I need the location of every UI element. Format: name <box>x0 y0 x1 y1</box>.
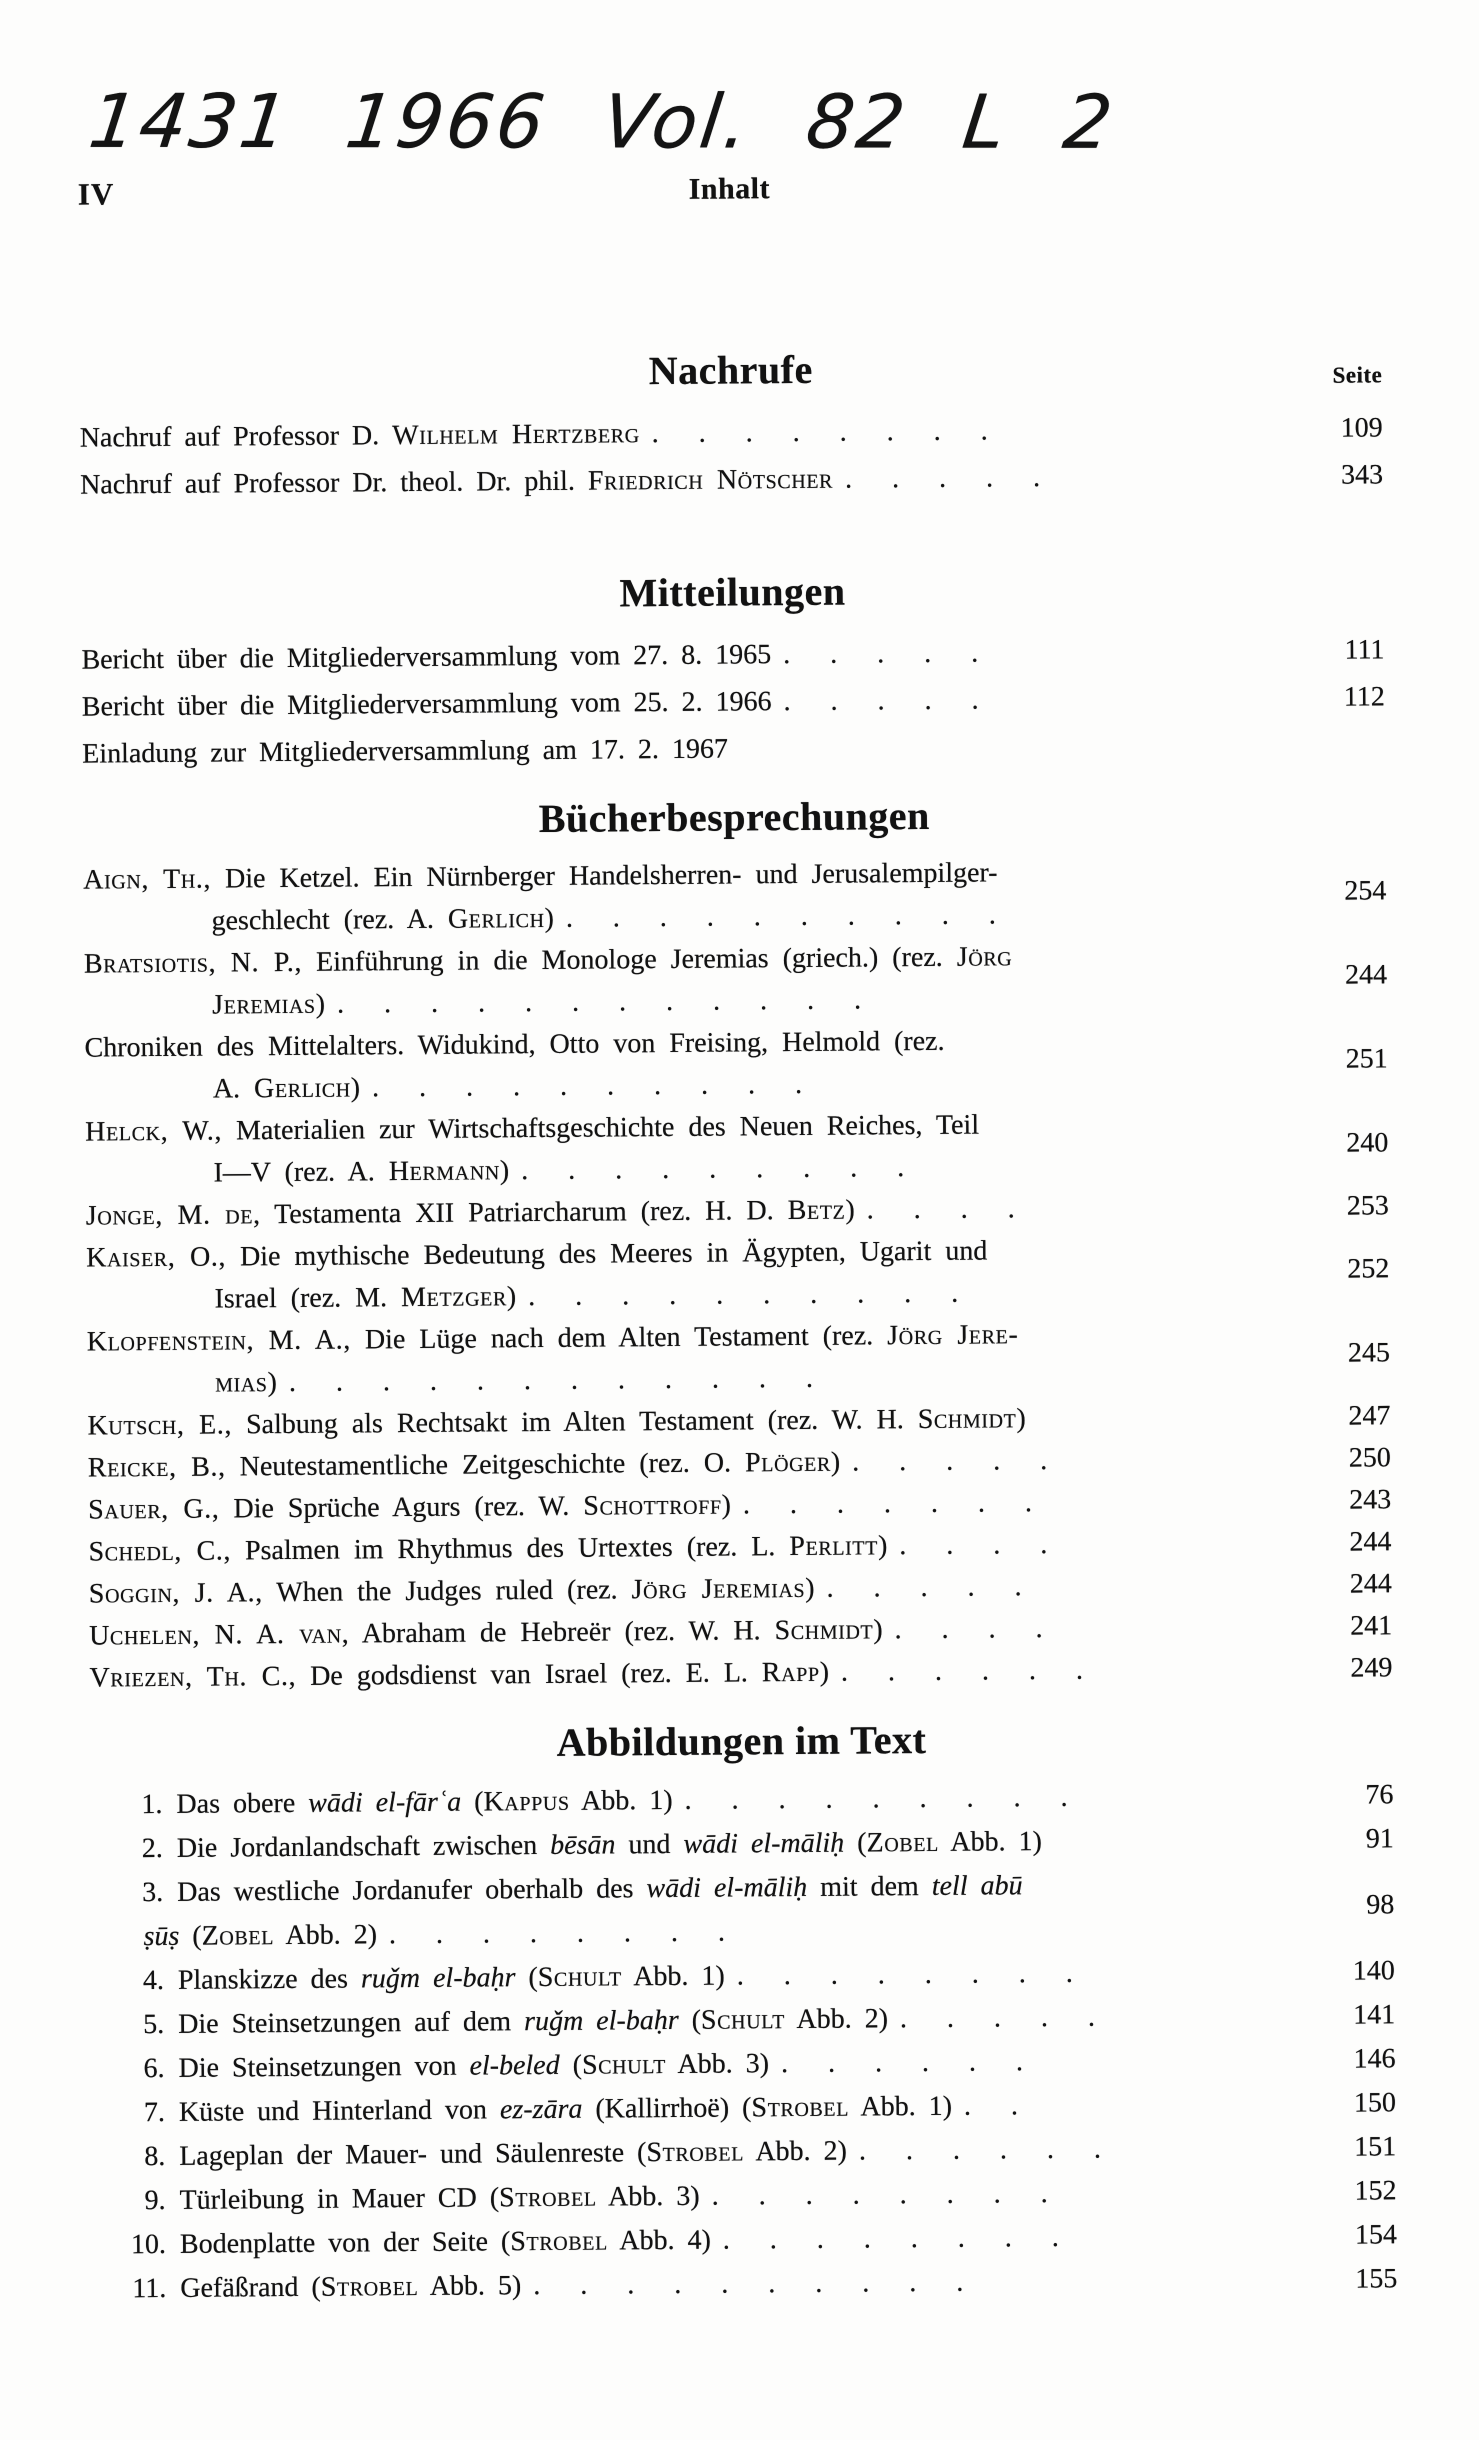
text-run: Schmidt <box>774 1614 874 1647</box>
text-run: ) <box>544 902 554 934</box>
text-run: ) <box>819 1656 830 1688</box>
entry-number: 9. <box>144 2184 166 2217</box>
entry-line <box>80 452 1283 508</box>
dot-leader: . . . . . . . . . . <box>528 1277 959 1313</box>
dot-leader: . . . . . . . . . . . . <box>288 1362 814 1398</box>
text-run: Strobel <box>751 2091 850 2124</box>
dot-leader: . . . . . <box>783 684 979 718</box>
entry-number: 7. <box>143 2096 166 2129</box>
text-run: Einführung in die Monologe Jeremias (griech.) (rez. <box>301 941 957 978</box>
entry-text <box>82 721 1311 778</box>
text-run: Jörg Jere- <box>887 1319 1019 1352</box>
text-run: Jonge, M. de, <box>85 1199 261 1232</box>
text-run: tell abū <box>931 1870 1023 1902</box>
section-header-row <box>83 787 1386 847</box>
text-run: ) <box>877 1530 888 1562</box>
text-run: mias <box>215 1367 268 1399</box>
text-run: Die Steinsetzungen auf dem <box>178 2006 525 2040</box>
text-run: When the Judges ruled (rez. <box>262 1574 632 1609</box>
text-run: I—V (rez. A. <box>213 1156 389 1189</box>
entry-text <box>80 452 1309 509</box>
text-run: Nachruf auf Professor D. <box>79 420 393 454</box>
entry-page-number: 247 <box>1348 1400 1391 1432</box>
text-run: Friedrich Nötscher <box>587 463 834 497</box>
section-heading: Mitteilungen <box>619 568 846 616</box>
entry-page-number: 98 <box>1366 1889 1395 1921</box>
dot-leader: . . . . . . . . . . <box>565 899 996 934</box>
text-run: De godsdienst van Israel (rez. E. L. <box>296 1657 762 1692</box>
entry-page-number: 250 <box>1348 1442 1391 1474</box>
entry-page-number: 112 <box>1343 680 1385 713</box>
text-run: mit dem <box>807 1870 932 1903</box>
text-run: Küste und Hinterland von <box>178 2094 501 2128</box>
text-run: Die Steinsetzungen von <box>178 2050 470 2084</box>
toc-section <box>81 562 1386 777</box>
dot-leader: . . . . . <box>844 462 1041 495</box>
entry-number: 11. <box>132 2272 167 2305</box>
text-run: Schmidt <box>917 1403 1017 1436</box>
entry-page-number: 150 <box>1353 2087 1396 2119</box>
dot-leader: . . . . . . . . <box>388 1916 726 1951</box>
entry-text <box>120 2258 1323 2311</box>
toc-entry <box>86 1227 1390 1321</box>
entry-line <box>82 721 1285 777</box>
text-run: wādi el-māliḥ <box>683 1827 845 1860</box>
text-run: ruǧm el-baḥr <box>360 1962 516 1995</box>
entry-page-number: 146 <box>1353 2043 1396 2075</box>
entry-page-number: 154 <box>1354 2219 1398 2251</box>
entry-page-number: 152 <box>1354 2175 1397 2207</box>
dot-leader: . . . . . . . . <box>722 2221 1059 2256</box>
text-run: bēsān <box>550 1829 616 1861</box>
text-run: Das obere <box>176 1787 309 1820</box>
toc-section <box>90 1711 1398 2311</box>
entry-page-number: 109 <box>1340 411 1383 444</box>
text-run: Zobel <box>201 1920 275 1952</box>
text-run: ( <box>844 1827 867 1859</box>
text-run: A. <box>212 1073 255 1105</box>
section-header-row <box>90 1711 1393 1771</box>
entry-text <box>84 934 1314 1028</box>
text-run: Abb. 1) <box>938 1826 1043 1858</box>
text-run: Abb. 5) <box>418 2270 522 2302</box>
dot-leader: . . . . <box>899 1529 1048 1562</box>
text-run: Bericht über die Mitgliederversammlung vom 25. 2. 1966 <box>81 686 772 723</box>
toc-entry <box>89 1647 1392 1699</box>
toc-entry <box>84 1017 1388 1111</box>
dot-leader: . . . . <box>866 1193 1015 1226</box>
entry-page-number: 141 <box>1353 1999 1396 2031</box>
toc-sections <box>79 340 1397 2311</box>
text-run: Die Sprüche Agurs (rez. W. <box>219 1490 584 1525</box>
text-run: Soggin, J. A., <box>88 1577 263 1610</box>
entry-text <box>84 1018 1314 1112</box>
entry-page-number: 244 <box>1349 1568 1392 1600</box>
dot-leader: . . . . . . . . . <box>684 1781 1068 1816</box>
text-run: Klopfenstein, M. A., <box>86 1324 352 1358</box>
text-run: Neutestamentliche Zeitgeschichte (rez. O. <box>225 1447 746 1483</box>
entry-page-number: 343 <box>1340 458 1384 491</box>
text-run: Jeremias <box>212 988 316 1021</box>
text-run: Kutsch, E., <box>87 1409 233 1442</box>
dot-leader: . . . . . . . . <box>736 1957 1073 1992</box>
text-run: Nachruf auf Professor Dr. theol. Dr. phil. <box>80 465 589 501</box>
entry-number: 5. <box>143 2008 165 2041</box>
entry-number: 4. <box>142 1964 164 1997</box>
text-run: ṣūṣ <box>143 1920 180 1953</box>
text-run: ) <box>830 1446 841 1478</box>
text-run: Hermann <box>388 1155 500 1188</box>
text-run: ) <box>350 1072 361 1104</box>
text-run: Betz <box>787 1194 846 1227</box>
entry-text <box>87 1312 1317 1406</box>
text-run: Plöger <box>744 1446 831 1479</box>
text-run: ) <box>721 1489 732 1521</box>
text-run: Strobel <box>510 2225 608 2258</box>
text-run: ( <box>515 1962 538 1994</box>
text-run: Helck, W., <box>85 1115 223 1148</box>
text-run: Abb. 1) <box>848 2090 953 2123</box>
entry-page-number: 91 <box>1365 1823 1394 1855</box>
text-run: wādi el-māliḥ <box>646 1871 808 1905</box>
section-entries <box>83 849 1393 1699</box>
entry-page-number: 151 <box>1354 2131 1397 2163</box>
text-run: Die mythische Bedeutung des Meeres in Ägypten, Ugarit und <box>225 1235 988 1273</box>
text-run: ) <box>845 1194 855 1226</box>
text-run: Abb. 1) <box>621 1960 725 1993</box>
text-run: Strobel <box>498 2181 597 2214</box>
dot-leader: . . <box>963 2090 1019 2122</box>
text-run: Abraham de Hebreër (rez. W. H. <box>349 1615 775 1650</box>
entry-text <box>83 850 1313 944</box>
toc-section <box>83 787 1393 1699</box>
section-heading: Nachrufe <box>648 346 813 394</box>
text-run: Strobel <box>646 2136 745 2169</box>
text-run: Vriezen, Th. C., <box>89 1660 297 1694</box>
text-run: wādi el-fārʿa <box>308 1786 462 1819</box>
entry-text <box>89 1648 1318 1700</box>
text-run: Perlitt <box>789 1530 879 1563</box>
dot-leader: . . . . . . . . <box>711 2178 1048 2212</box>
entry-page-number: 76 <box>1365 1779 1394 1811</box>
text-run: Zobel <box>866 1826 940 1859</box>
text-run: Salbung als Rechtsakt im Alten Testament (rez. W. H. <box>231 1404 918 1441</box>
text-run: Sauer, G., <box>88 1493 220 1526</box>
dot-leader: . . . . . . . . . . <box>533 2266 964 2302</box>
text-run: Abb. 1) <box>569 1784 673 1817</box>
entry-page-number: 244 <box>1349 1526 1392 1558</box>
toc-entry <box>85 1101 1389 1195</box>
text-run: Schedl, C., <box>88 1535 232 1568</box>
text-run: Planskizze des <box>177 1963 362 1996</box>
section-header-row <box>79 340 1382 400</box>
text-run: Materialien zur Wirtschaftsgeschichte des Neuen Reiches, Teil <box>221 1109 980 1147</box>
entry-text <box>85 1102 1315 1196</box>
page-header <box>78 166 1381 218</box>
text-run: ) <box>506 1281 517 1313</box>
entry-page-number: 240 <box>1346 1127 1389 1159</box>
text-run: Chroniken des Mittelalters. Widukind, Otto von Freising, Helmold (rez. <box>84 1025 945 1064</box>
text-run: Gerlich <box>447 902 545 935</box>
toc-entry <box>117 1861 1395 1959</box>
text-run: (Kallirrhoë) ( <box>582 2092 752 2125</box>
text-run: Testamenta XII Patriarcharum (rez. H. D. <box>260 1195 788 1231</box>
dot-leader: . . . . . . <box>840 1654 1084 1688</box>
entry-page-number: 243 <box>1349 1484 1392 1516</box>
text-run: geschlecht (rez. A. <box>211 903 449 937</box>
text-run: ) <box>805 1572 815 1604</box>
text-run: Metzger <box>400 1281 507 1314</box>
text-run: Einladung zur Mitgliederversammlung am 17. 2. 1967 <box>82 733 728 770</box>
text-run: Strobel <box>320 2270 419 2303</box>
text-run: ( <box>678 2004 702 2036</box>
text-run: Die Lüge nach dem Alten Testament (rez. <box>350 1320 888 1356</box>
text-run: Abb. 2) <box>743 2135 848 2168</box>
entry-number: 3. <box>142 1876 164 1909</box>
text-run: Die Jordanlandschaft zwischen <box>176 1829 551 1864</box>
text-run: ruǧm el-baḥr <box>523 2004 679 2038</box>
section-entries <box>80 404 1384 508</box>
text-run: Kappus <box>483 1785 570 1818</box>
dot-leader: . . . . . <box>852 1445 1048 1478</box>
text-run: Jörg Jeremias <box>631 1572 806 1606</box>
section-heading: Bücherbesprechungen <box>538 792 930 841</box>
entry-page-number: 245 <box>1347 1337 1391 1369</box>
dot-leader: . . . . . <box>826 1571 1022 1604</box>
text-run: Gefäßrand ( <box>180 2271 321 2304</box>
entry-line <box>89 1648 1292 1699</box>
text-run: und <box>615 1828 684 1861</box>
entry-number: 8. <box>144 2140 166 2173</box>
text-run: Israel (rez. M. <box>214 1282 402 1315</box>
page-number: IV <box>77 176 115 212</box>
dot-leader: . . . . . <box>783 637 979 671</box>
entry-page-number <box>1311 744 1385 745</box>
text-run: Kaiser, O., <box>86 1241 227 1274</box>
text-run: ) <box>267 1367 278 1399</box>
dot-leader: . . . . . . . . . . <box>371 1068 803 1104</box>
text-run: ( <box>179 1920 202 1952</box>
text-run: el-beled <box>469 2049 560 2082</box>
entry-page-number: 249 <box>1350 1652 1393 1684</box>
entry-page-number: 252 <box>1347 1253 1390 1285</box>
entry-number: 6. <box>143 2052 165 2085</box>
entry-page-number: 111 <box>1344 633 1385 666</box>
dot-leader: . . . . . . . <box>742 1487 1033 1521</box>
handwritten-annotation: 1431 1966 Vol. 82 L 2 <box>84 78 1120 166</box>
entry-page-number: 254 <box>1344 875 1387 907</box>
text-run: Rapp <box>761 1656 820 1689</box>
text-run: Schottroff <box>583 1489 722 1522</box>
text-run: ) <box>499 1155 510 1187</box>
dot-leader: . . . . . . . . . <box>521 1152 905 1187</box>
toc-entry <box>87 1311 1391 1405</box>
text-run: ) <box>873 1614 883 1646</box>
entry-page-number: 140 <box>1352 1955 1395 1987</box>
entry-line <box>120 2258 1297 2311</box>
text-run: Wilhelm Hertzberg <box>392 418 640 452</box>
text-run: Gerlich <box>253 1072 351 1105</box>
dot-leader: . . . . . . <box>858 2133 1102 2167</box>
toc-entry <box>83 849 1387 943</box>
section-heading: Abbildungen im Text <box>556 1716 927 1765</box>
toc-entry <box>82 720 1385 777</box>
text-run: ) <box>315 988 326 1020</box>
text-run: ( <box>461 1786 484 1818</box>
text-run: Schult <box>537 1961 622 1994</box>
text-run: Bodenplatte von der Seite ( <box>179 2226 511 2260</box>
entry-text <box>117 1862 1321 1959</box>
text-run: Jörg <box>956 941 1013 973</box>
text-run: ) <box>1016 1403 1026 1435</box>
text-run: Abb. 2) <box>784 2003 889 2036</box>
dot-leader: . . . . . <box>899 2001 1096 2035</box>
text-run: Abb. 2) <box>273 1919 378 1952</box>
section-entries <box>81 626 1385 777</box>
text-run: Bratsiotis, N. P., <box>83 946 303 980</box>
text-run: Psalmen im Rhythmus des Urtextes (rez. L. <box>230 1531 790 1567</box>
page-title: Inhalt <box>688 172 771 206</box>
toc-entry <box>120 2257 1397 2311</box>
entry-page-number: 244 <box>1344 959 1388 991</box>
toc-section <box>79 340 1383 508</box>
dot-leader: . . . . <box>894 1613 1043 1646</box>
page-column-label: Seite <box>1332 362 1383 388</box>
text-run: Türleibung in Mauer CD ( <box>179 2182 500 2216</box>
text-run: Reicke, B., <box>87 1451 226 1484</box>
text-run: Das westliche Jordanufer oberhalb des <box>177 1873 647 1908</box>
dot-leader: . . . . . . . . <box>651 415 988 450</box>
section-header-row <box>81 562 1384 622</box>
entry-page-number: 155 <box>1355 2263 1398 2295</box>
entry-number: 1. <box>141 1788 163 1821</box>
text-run: Schult <box>700 2004 786 2036</box>
dot-leader: . . . . . . <box>780 2046 1024 2080</box>
text-run: Die Ketzel. Ein Nürnberger Handelsherren- und Jerusalempilger- <box>210 857 998 895</box>
text-run: Aign, Th., <box>83 863 212 896</box>
text-run: Abb. 3) <box>596 2180 700 2213</box>
text-run: ( <box>559 2049 583 2081</box>
text-run: Uchelen, N. A. van, <box>89 1618 350 1652</box>
text-run: Lageplan der Mauer- und Säulenreste ( <box>179 2137 647 2172</box>
toc-entry <box>80 451 1383 508</box>
text-run: Schult <box>581 2049 667 2081</box>
entry-text <box>86 1228 1316 1322</box>
entry-page-number: 241 <box>1350 1610 1393 1642</box>
text-run: Bericht über die Mitgliederversammlung vom 27. 8. 1965 <box>81 639 772 676</box>
toc-entry <box>84 933 1388 1027</box>
entry-page-number: 253 <box>1346 1190 1389 1222</box>
section-entries <box>90 1773 1397 2311</box>
text-run: ez-zāra <box>499 2093 583 2126</box>
entry-page-number: 251 <box>1345 1043 1388 1075</box>
text-run: Abb. 4) <box>607 2224 711 2257</box>
entry-number: 10. <box>130 2228 167 2261</box>
dot-leader: . . . . . . . . . . . . <box>336 984 862 1020</box>
entry-number: 2. <box>141 1832 163 1865</box>
text-run: Abb. 3) <box>665 2048 770 2081</box>
